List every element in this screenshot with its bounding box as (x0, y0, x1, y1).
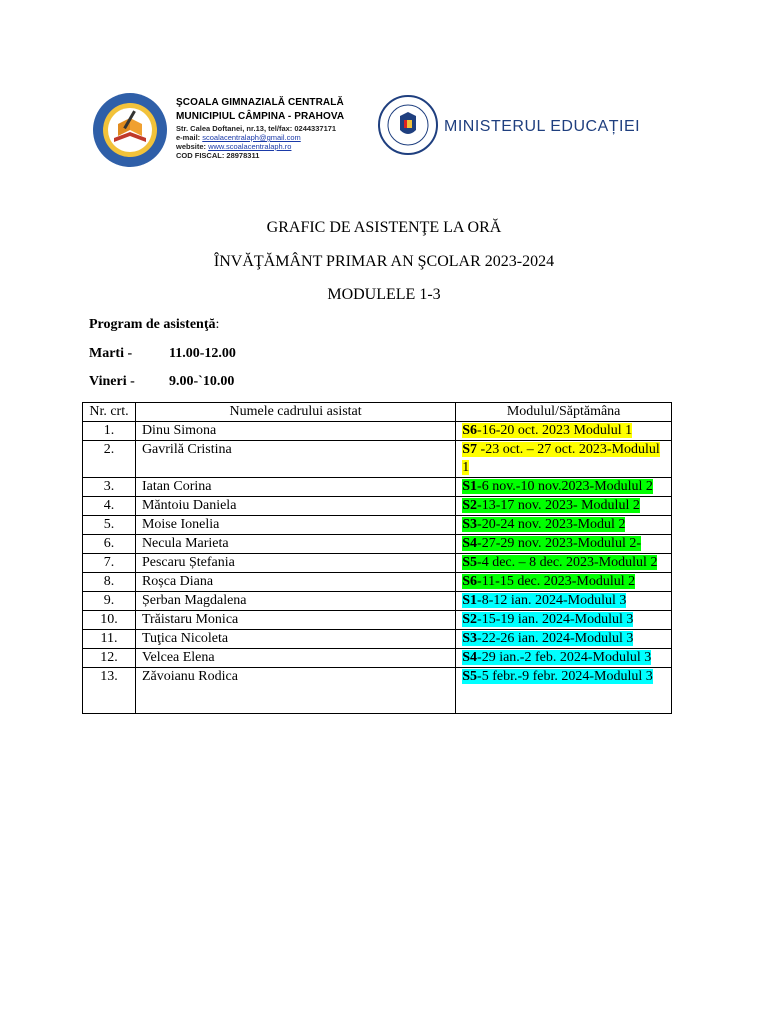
row-name: Necula Marieta (135, 535, 455, 554)
table-row (83, 592, 672, 611)
week-code: S4 (462, 650, 478, 665)
row-name: Dinu Simona (135, 422, 455, 441)
module-dates: -13-17 nov. 2023- Modulul 2 (477, 498, 640, 513)
module-highlight (462, 631, 633, 646)
school-email (176, 133, 376, 142)
module-highlight (462, 442, 660, 475)
row-nr: 6. (83, 535, 136, 554)
week-code: S5 (462, 669, 478, 684)
ministry-name: MINISTERUL EDUCAȚIEI (444, 118, 641, 135)
module-highlight (462, 650, 651, 665)
row-name: Moise Ionelia (135, 516, 455, 535)
row-module (456, 668, 672, 714)
school-info (176, 96, 376, 160)
row-name: Velcea Elena (135, 649, 455, 668)
row-module (456, 649, 672, 668)
row-nr: 7. (83, 554, 136, 573)
week-code: S3 (462, 517, 478, 532)
week-code: S2 (462, 612, 478, 627)
row-name: Trăistaru Monica (135, 611, 455, 630)
module-highlight (462, 612, 633, 627)
government-seal-icon (378, 94, 438, 156)
row-nr: 2. (83, 441, 136, 478)
school-name-line2: MUNICIPIUL CÂMPINA - PRAHOVA (176, 111, 345, 122)
email-label: e-mail: (176, 133, 203, 142)
module-highlight (462, 669, 653, 684)
week-code: S5 (462, 555, 478, 570)
row-name: Șerban Magdalena (135, 592, 455, 611)
row-name: Gavrilă Cristina (135, 441, 455, 478)
week-code: S7 (462, 442, 478, 457)
row-nr: 12. (83, 649, 136, 668)
schedule-time: 11.00-12.00 (169, 346, 236, 361)
table-row (83, 630, 672, 649)
table-row (83, 554, 672, 573)
program-label-text: Program de asistenţă (89, 317, 216, 332)
school-address: Str. Calea Doftanei, nr.13, tel/fax: 0244337171 (176, 124, 337, 133)
row-name: Iatan Corina (135, 478, 455, 497)
module-highlight (462, 423, 632, 438)
document-title: GRAFIC DE ASISTENŢE LA ORĂ (266, 219, 502, 236)
schedule-row (89, 374, 234, 390)
row-nr: 1. (83, 422, 136, 441)
module-highlight (462, 479, 653, 494)
module-dates: -29 ian.-2 feb. 2024-Modulul 3 (477, 650, 652, 665)
module-highlight (462, 555, 657, 570)
document-modules: MODULELE 1-3 (327, 286, 441, 303)
row-module (456, 497, 672, 516)
schedule-time: 9.00-`10.00 (169, 374, 235, 389)
row-nr: 3. (83, 478, 136, 497)
schedule-day: Marti - (89, 346, 133, 361)
row-module (456, 516, 672, 535)
row-module (456, 592, 672, 611)
row-module (456, 441, 672, 478)
row-module (456, 554, 672, 573)
header-module: Modulul/Săptămâna (456, 403, 672, 422)
table-row (83, 497, 672, 516)
table-row (83, 649, 672, 668)
row-module (456, 611, 672, 630)
schedule-day: Vineri - (89, 374, 135, 389)
week-code: S1 (462, 479, 478, 494)
row-nr: 10. (83, 611, 136, 630)
school-fiscal-code: COD FISCAL: 28978311 (176, 151, 260, 160)
row-module (456, 535, 672, 554)
module-dates: -20-24 nov. 2023-Modul 2 (477, 517, 626, 532)
row-module (456, 478, 672, 497)
module-dates: -23 oct. – 27 oct. 2023-Modulul 1 (462, 442, 660, 475)
week-code: S6 (462, 423, 478, 438)
row-module (456, 630, 672, 649)
row-nr: 9. (83, 592, 136, 611)
module-dates: -11-15 dec. 2023-Modulul 2 (477, 574, 636, 589)
header-name: Numele cadrului asistat (135, 403, 455, 422)
table-row (83, 516, 672, 535)
week-code: S2 (462, 498, 478, 513)
row-nr: 4. (83, 497, 136, 516)
table-row (83, 478, 672, 497)
schedule-row (89, 346, 236, 362)
table-row (83, 422, 672, 441)
module-dates: -16-20 oct. 2023 Modulul 1 (477, 423, 633, 438)
week-code: S1 (462, 593, 478, 608)
module-dates: -5 febr.-9 febr. 2024-Modulul 3 (477, 669, 653, 684)
row-name: Pescaru Ștefania (135, 554, 455, 573)
table-row (83, 535, 672, 554)
row-nr: 11. (83, 630, 136, 649)
school-name-line1: ŞCOALA GIMNAZIALĂ CENTRALĂ (176, 97, 344, 108)
letterhead (92, 92, 682, 172)
week-code: S4 (462, 536, 478, 551)
module-dates: -6 nov.-10 nov.2023-Modulul 2 (477, 479, 653, 494)
module-dates: -22-26 ian. 2024-Modulul 3 (477, 631, 634, 646)
row-name: Tuţica Nicoleta (135, 630, 455, 649)
row-name: Zăvoianu Rodica (135, 668, 455, 714)
row-module (456, 422, 672, 441)
module-highlight (462, 593, 626, 608)
program-label-colon: : (215, 317, 220, 332)
program-label (89, 317, 219, 333)
table-row (83, 668, 672, 714)
row-nr: 5. (83, 516, 136, 535)
row-name: Măntoiu Daniela (135, 497, 455, 516)
table-row (83, 441, 672, 478)
module-highlight (462, 498, 640, 513)
school-logo-icon (92, 92, 168, 168)
module-highlight (462, 517, 625, 532)
website-link[interactable]: www.scoalacentralaph.ro (208, 142, 292, 151)
school-website (176, 142, 376, 151)
email-link[interactable]: scoalacentralaph@gmail.com (202, 133, 301, 142)
table-row (83, 573, 672, 592)
week-code: S6 (462, 574, 478, 589)
header-nr: Nr. crt. (83, 403, 136, 422)
module-dates: -15-19 ian. 2024-Modulul 3 (477, 612, 634, 627)
table-header-row (83, 403, 672, 422)
week-code: S3 (462, 631, 478, 646)
module-highlight (462, 536, 641, 551)
table-row (83, 611, 672, 630)
row-name: Roșca Diana (135, 573, 455, 592)
website-label: website: (176, 142, 209, 151)
row-nr: 8. (83, 573, 136, 592)
module-highlight (462, 574, 635, 589)
document-subtitle: ÎNVĂŢĂMÂNT PRIMAR AN ŞCOLAR 2023-2024 (213, 253, 555, 270)
assistance-table (82, 402, 672, 714)
module-dates: -8-12 ian. 2024-Modulul 3 (477, 593, 627, 608)
module-dates: -4 dec. – 8 dec. 2023-Modulul 2 (477, 555, 658, 570)
row-nr: 13. (83, 668, 136, 714)
row-module (456, 573, 672, 592)
module-dates: -27-29 nov. 2023-Modulul 2- (477, 536, 641, 551)
